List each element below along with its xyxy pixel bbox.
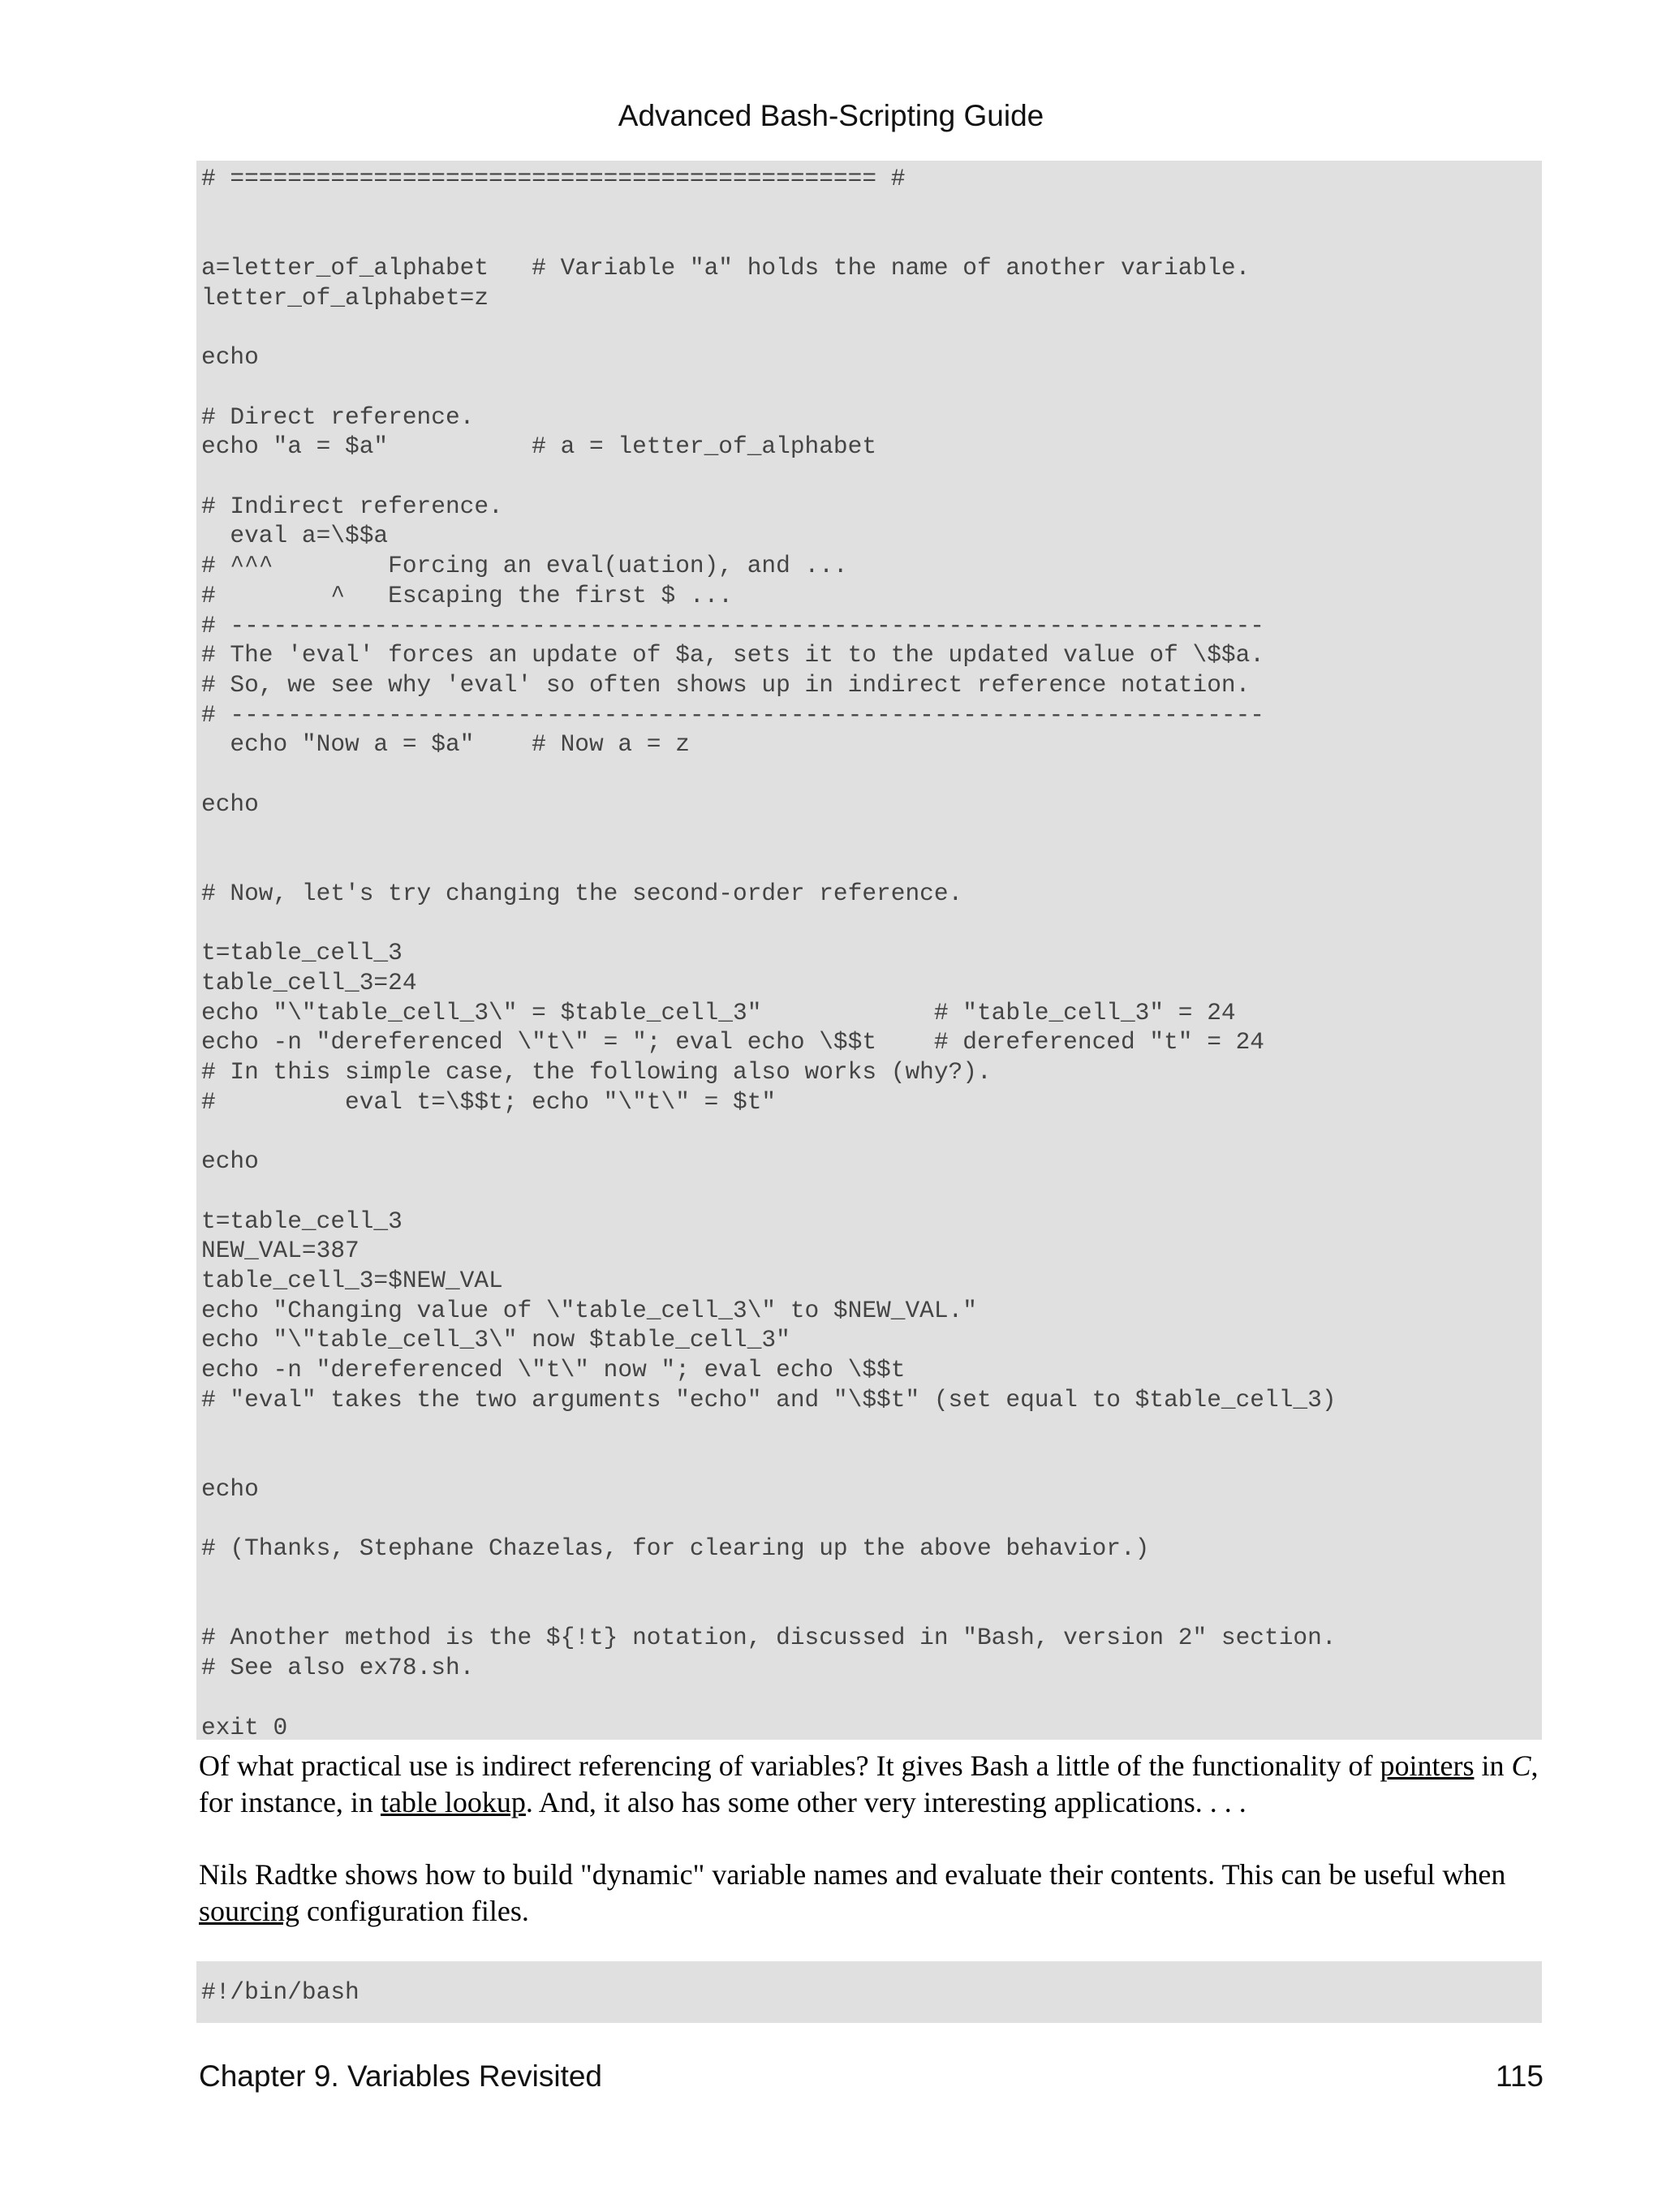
paragraph-text: , for instance, in xyxy=(199,1749,1539,1818)
link-sourcing[interactable]: sourcing xyxy=(199,1895,299,1927)
footer-page-number: 115 xyxy=(1496,2059,1544,2093)
paragraph-text: Nils Radtke shows how to build "dynamic" variable names and evaluate their contents. This can be useful when xyxy=(199,1858,1506,1891)
italic-c: C xyxy=(1511,1749,1531,1782)
page-header-title: Advanced Bash-Scripting Guide xyxy=(618,99,1044,132)
body-paragraph xyxy=(199,1857,1546,1930)
link-pointers[interactable]: pointers xyxy=(1380,1749,1475,1782)
code-listing: #!/bin/bash xyxy=(201,1978,360,2006)
code-listing: # ============================================= # a=letter_of_alphabet # Variable "a" holds the name of another variable. letter_of_alphabet=z echo # Direct reference. echo "a = $a" # a = letter_of_alphabet # Indirect reference. eval a=\$$a # ^^^ Forcing an eval(uation), and ... # ^ Escaping the first $ ... # ------------------------------------------------------------------------ # The 'eval' forces an update of $a, sets it to the updated value of \$$a. # So, we see why 'eval' so often shows up in indirect reference notation. # ------------------------------------------------------------------------ echo "Now a = $a" # Now a = z echo # Now, let's try changing the second-order reference. t=table_cell_3 table_cell_3=24 echo "\"table_cell_3\" = $table_cell_3" # "table_cell_3" = 24 echo -n "dereferenced \"t\" = "; eval echo \$$t # dereferenced "t" = 24 # In this simple case, the following also works (why?). # eval t=\$$t; echo "\"t\" = $t" echo t=table_cell_3 NEW_VAL=387 table_cell_3=$NEW_VAL echo "Changing value of \"table_cell_3\" to $NEW_VAL." echo "\"table_cell_3\" now $table_cell_3" echo -n "dereferenced \"t\" now "; eval echo \$$t # "eval" takes the two arguments "echo" and "\$$t" (set equal to $table_cell_3) echo # (Thanks, Stephane Chazelas, for clearing up the above behavior.) # Another method is the ${!t} notation, discussed in "Bash, version 2" section. # See also ex78.sh. exit 0 xyxy=(201,165,1337,1741)
paragraph-text: Of what practical use is indirect referencing of variables? It gives Bash a little of the functionality of xyxy=(199,1749,1380,1782)
paragraph-text: in xyxy=(1474,1749,1512,1782)
link-table-lookup[interactable]: table lookup xyxy=(380,1786,526,1818)
body-paragraph xyxy=(199,1748,1546,1821)
paragraph-text: . And, it also has some other very interesting applications. . . . xyxy=(525,1786,1246,1818)
footer-chapter: Chapter 9. Variables Revisited xyxy=(199,2059,603,2093)
code-block xyxy=(196,1961,1542,2023)
code-block xyxy=(196,161,1542,1740)
paragraph-text: configuration files. xyxy=(299,1895,529,1927)
